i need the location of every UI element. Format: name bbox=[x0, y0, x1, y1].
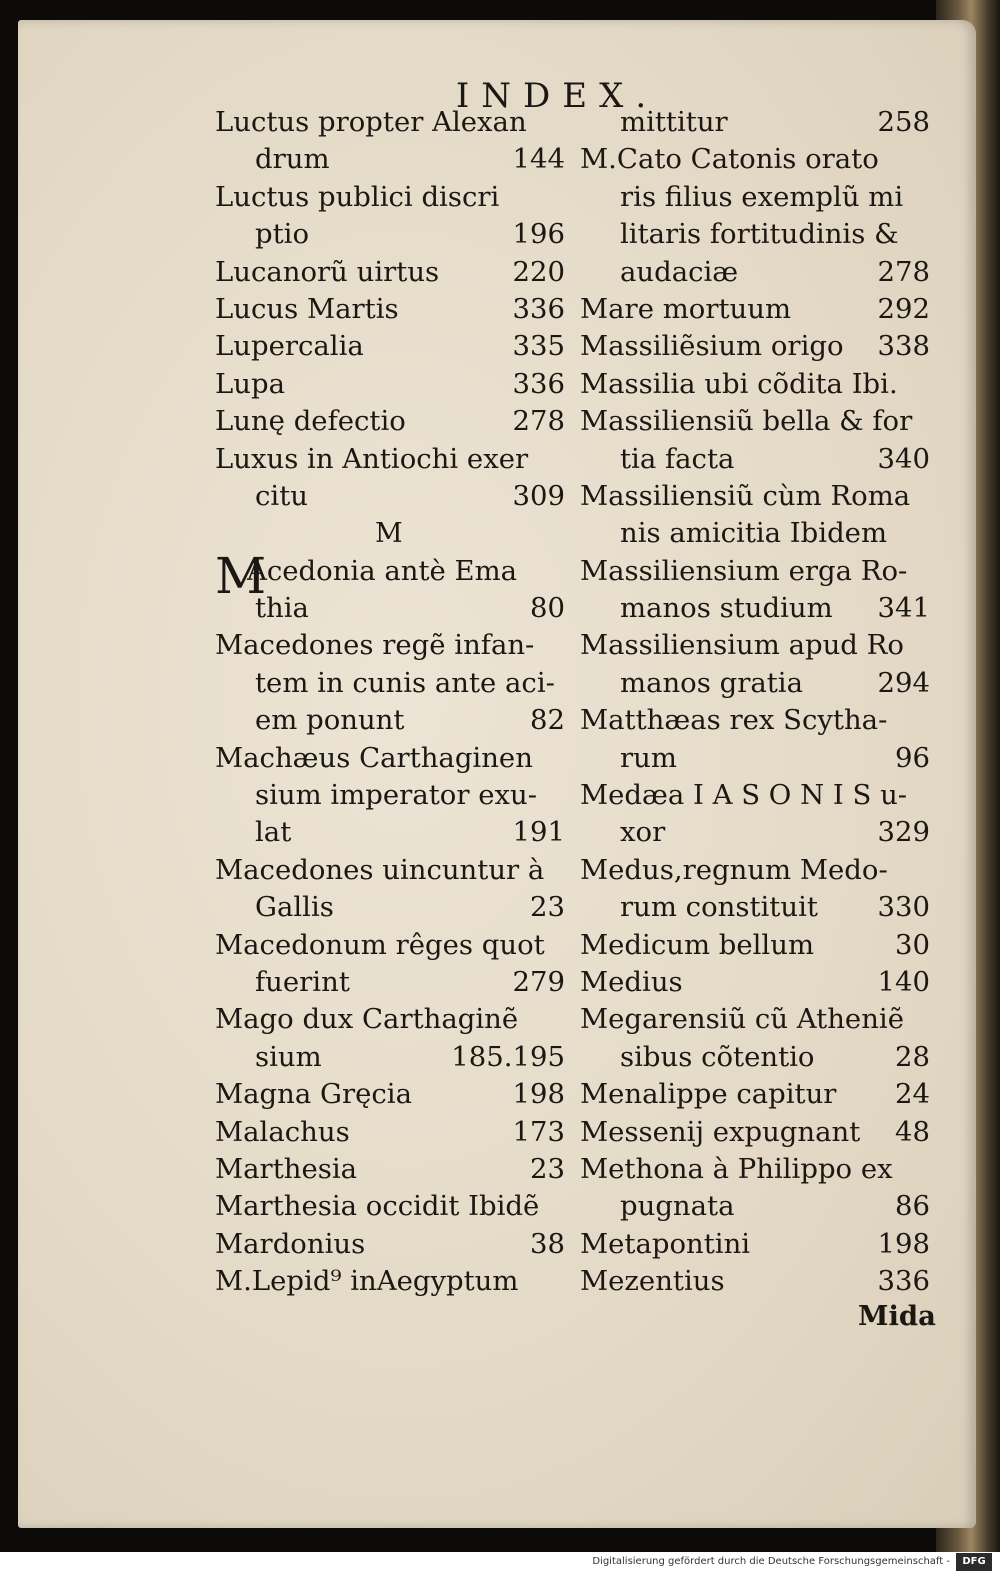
index-entry-text: Matthæas rex Scytha- bbox=[580, 704, 888, 737]
index-entry-text: Massiliensium erga Ro- bbox=[580, 554, 908, 587]
index-entry-text: tem in cunis ante aci- bbox=[255, 666, 555, 699]
index-entry-text: manos studium bbox=[620, 592, 833, 625]
index-entry-text: drum bbox=[255, 143, 330, 176]
index-entry-page: 140 bbox=[877, 965, 930, 998]
index-entry-page: 309 bbox=[512, 479, 565, 512]
right-index-column bbox=[580, 104, 930, 1301]
index-entry-page: 185.195 bbox=[451, 1040, 565, 1073]
index-entry-text: Mezentius bbox=[580, 1265, 725, 1298]
index-entry-text: Massiliensiũ bella & for bbox=[580, 405, 913, 438]
index-entry bbox=[580, 1188, 930, 1225]
index-entry-text: Metapontini bbox=[580, 1227, 751, 1260]
dfg-logo: DFG bbox=[956, 1553, 992, 1571]
index-entry-text: Messenij expugnant bbox=[580, 1115, 861, 1148]
index-entry-page: 30 bbox=[895, 928, 930, 961]
index-entry-page: 86 bbox=[895, 1190, 930, 1223]
index-entry-text: Macedones regẽ infan- bbox=[215, 629, 535, 662]
index-entry bbox=[215, 403, 565, 440]
index-entry-page: 23 bbox=[530, 1152, 565, 1185]
index-entry-text: M.Cato Catonis orato bbox=[580, 143, 879, 176]
index-entry-page: 340 bbox=[877, 442, 930, 475]
index-entry bbox=[215, 852, 565, 889]
index-entry-text: Massiliẽsium origo bbox=[580, 330, 844, 363]
index-entry bbox=[580, 1001, 930, 1038]
index-entry bbox=[580, 553, 930, 590]
index-entry-text: Mago dux Carthaginẽ bbox=[215, 1003, 519, 1036]
index-entry-text: citu bbox=[255, 479, 308, 512]
index-entry-page: 198 bbox=[877, 1227, 930, 1260]
index-entry-text: Malachus bbox=[215, 1115, 350, 1148]
index-entry-text: sium imperator exu- bbox=[255, 779, 538, 812]
index-entry bbox=[580, 1263, 930, 1300]
index-entry-text: Lucus Martis bbox=[215, 292, 399, 325]
index-entry-page: 278 bbox=[512, 405, 565, 438]
index-entry bbox=[215, 740, 565, 777]
index-entry-text: mittitur bbox=[620, 106, 728, 138]
index-entry bbox=[215, 702, 565, 739]
index-entry-text: pugnata bbox=[620, 1190, 735, 1223]
index-entry bbox=[580, 702, 930, 739]
index-entry bbox=[580, 403, 930, 440]
index-entry bbox=[215, 1263, 565, 1300]
index-entry-page: 80 bbox=[530, 592, 565, 625]
index-entry-text: Luctus publici discri bbox=[215, 180, 500, 213]
index-entry-text: sium bbox=[255, 1040, 322, 1073]
index-entry bbox=[215, 104, 565, 141]
index-entry-text: ris filius exemplũ mi bbox=[620, 180, 904, 213]
index-entry-page: 198 bbox=[512, 1078, 565, 1111]
index-entry bbox=[215, 1001, 565, 1038]
index-entry-page: 28 bbox=[895, 1040, 930, 1073]
index-entry-page: 258 bbox=[877, 106, 930, 138]
index-entry bbox=[580, 366, 930, 403]
index-entry-text: rum bbox=[620, 741, 677, 774]
index-entry bbox=[580, 104, 930, 141]
index-entry-text: tia facta bbox=[620, 442, 735, 475]
index-entry-text: Methona à Philippo ex bbox=[580, 1152, 893, 1185]
index-entry bbox=[215, 1076, 565, 1113]
initial-letter: M bbox=[215, 546, 267, 605]
index-entry bbox=[215, 291, 565, 328]
index-entry-text: Massilia ubi cõdita Ibi. bbox=[580, 367, 898, 400]
index-entry bbox=[215, 216, 565, 253]
index-entry bbox=[580, 515, 930, 552]
index-entry-page: 294 bbox=[877, 666, 930, 699]
index-entry-text: Acedonia antè Ema bbox=[247, 554, 518, 587]
index-entry bbox=[215, 328, 565, 365]
index-entry-text: Marthesia bbox=[215, 1152, 358, 1185]
index-entry-text: em ponunt bbox=[255, 704, 405, 737]
index-entry bbox=[580, 889, 930, 926]
index-entry-text: M bbox=[375, 518, 403, 550]
index-entry-text: Menalippe capitur bbox=[580, 1078, 837, 1111]
index-entry bbox=[215, 964, 565, 1001]
index-entry-page: 38 bbox=[530, 1227, 565, 1260]
footer-credit: Digitalisierung gefördert durch die Deutsche Forschungsgemeinschaft - bbox=[592, 1556, 950, 1567]
index-entry bbox=[580, 740, 930, 777]
index-entry bbox=[580, 141, 930, 178]
index-entry bbox=[580, 254, 930, 291]
index-entry-text: Lunę defectio bbox=[215, 405, 406, 438]
index-entry-text: nis amicitia Ibidem bbox=[620, 517, 888, 550]
index-entry-page: 336 bbox=[877, 1265, 930, 1298]
index-entry-page: 336 bbox=[512, 367, 565, 400]
index-entry-page: 330 bbox=[877, 891, 930, 924]
page-title: INDEX. bbox=[455, 76, 659, 116]
index-entry-text: thia bbox=[255, 592, 309, 625]
index-entry-page: 335 bbox=[512, 330, 565, 363]
index-entry-text: rum constituit bbox=[620, 891, 818, 924]
index-entry bbox=[580, 1151, 930, 1188]
catchword: Mida bbox=[858, 1300, 936, 1332]
index-entry bbox=[215, 141, 565, 178]
index-entry-page: 336 bbox=[512, 292, 565, 325]
left-index-column bbox=[215, 104, 565, 1301]
index-entry-page: 220 bbox=[512, 255, 565, 288]
index-entry bbox=[215, 478, 565, 515]
index-entry bbox=[215, 777, 565, 814]
index-entry bbox=[215, 441, 565, 478]
index-entry bbox=[215, 665, 565, 702]
index-entry bbox=[215, 889, 565, 926]
index-entry-text: sibus cõtentio bbox=[620, 1040, 815, 1073]
index-entry bbox=[215, 1226, 565, 1263]
index-entry bbox=[215, 1151, 565, 1188]
section-letter-heading bbox=[215, 515, 565, 552]
index-entry bbox=[580, 1226, 930, 1263]
index-entry-text: Marthesia occidit Ibidẽ bbox=[215, 1190, 540, 1223]
index-entry-page: 278 bbox=[877, 255, 930, 288]
index-entry-page: 144 bbox=[512, 143, 565, 176]
index-entry-text: litaris fortitudinis & bbox=[620, 218, 899, 251]
index-entry bbox=[580, 927, 930, 964]
index-entry bbox=[215, 814, 565, 851]
index-entry bbox=[580, 777, 930, 814]
index-entry-text: manos gratia bbox=[620, 666, 803, 699]
index-entry-text: fuerint bbox=[255, 965, 350, 998]
index-entry bbox=[580, 478, 930, 515]
index-entry bbox=[215, 546, 565, 605]
index-entry-text: Macedonum rêges quot bbox=[215, 928, 545, 961]
index-entry-text: Luxus in Antiochi exer bbox=[215, 442, 529, 475]
index-entry-text: Lupa bbox=[215, 367, 285, 400]
index-entry-text: M.Lepid⁹ inAegyptum bbox=[215, 1265, 519, 1298]
index-entry-page: 23 bbox=[530, 891, 565, 924]
index-entry bbox=[580, 1076, 930, 1113]
index-entry-page: 96 bbox=[895, 741, 930, 774]
index-entry-page: 48 bbox=[895, 1115, 930, 1148]
index-entry-page: 279 bbox=[512, 965, 565, 998]
index-entry bbox=[215, 1039, 565, 1076]
index-entry-text: Massiliensiũ cùm Roma bbox=[580, 479, 911, 512]
index-entry-text: Medicum bellum bbox=[580, 928, 815, 961]
index-entry-page: 292 bbox=[877, 292, 930, 325]
index-entry bbox=[215, 627, 565, 664]
index-entry bbox=[580, 179, 930, 216]
index-entry-text: Mardonius bbox=[215, 1227, 366, 1260]
index-entry-page: 191 bbox=[512, 816, 565, 849]
index-entry bbox=[580, 441, 930, 478]
index-entry bbox=[580, 665, 930, 702]
index-entry-text: Medus,regnum Medo- bbox=[580, 853, 888, 886]
index-entry-text: Machæus Carthaginen bbox=[215, 741, 533, 774]
index-entry-text: Megarensiũ cũ Atheniẽ bbox=[580, 1003, 904, 1036]
index-entry-text: Medæa I A S O N I S u- bbox=[580, 779, 908, 812]
index-entry bbox=[580, 1039, 930, 1076]
index-entry-page: 329 bbox=[877, 816, 930, 849]
index-entry-text: ptio bbox=[255, 218, 310, 251]
index-entry bbox=[580, 1114, 930, 1151]
index-entry bbox=[215, 1188, 565, 1225]
index-entry-page: 338 bbox=[877, 330, 930, 363]
index-entry bbox=[580, 216, 930, 253]
index-entry bbox=[580, 627, 930, 664]
index-entry bbox=[580, 291, 930, 328]
index-entry-text: audaciæ bbox=[620, 255, 739, 288]
index-entry-page: 341 bbox=[877, 592, 930, 625]
index-entry bbox=[580, 964, 930, 1001]
index-entry-text: Luctus propter Alexan bbox=[215, 106, 527, 138]
index-entry-page: 24 bbox=[895, 1078, 930, 1111]
index-entry-page: 196 bbox=[512, 218, 565, 251]
index-entry bbox=[215, 927, 565, 964]
index-entry bbox=[580, 328, 930, 365]
index-entry bbox=[215, 590, 565, 627]
index-entry-text: Medius bbox=[580, 965, 683, 998]
index-entry-text: Massiliensium apud Ro bbox=[580, 629, 904, 662]
index-entry-text: Lupercalia bbox=[215, 330, 364, 363]
index-entry-text: Mare mortuum bbox=[580, 292, 792, 325]
index-entry-text: xor bbox=[620, 816, 666, 849]
index-entry-page: 82 bbox=[530, 704, 565, 737]
index-entry bbox=[215, 366, 565, 403]
index-entry-page: 173 bbox=[512, 1115, 565, 1148]
index-entry bbox=[215, 179, 565, 216]
index-entry bbox=[580, 814, 930, 851]
index-entry bbox=[580, 852, 930, 889]
index-entry bbox=[215, 1114, 565, 1151]
index-entry-text: Lucanorũ uirtus bbox=[215, 255, 440, 288]
index-entry-text: lat bbox=[255, 816, 292, 849]
index-entry-text: Macedones uincuntur à bbox=[215, 853, 545, 886]
index-entry-text: Magna Gręcia bbox=[215, 1078, 412, 1111]
index-entry bbox=[580, 590, 930, 627]
index-entry bbox=[215, 254, 565, 291]
index-entry-text: Gallis bbox=[255, 891, 334, 924]
